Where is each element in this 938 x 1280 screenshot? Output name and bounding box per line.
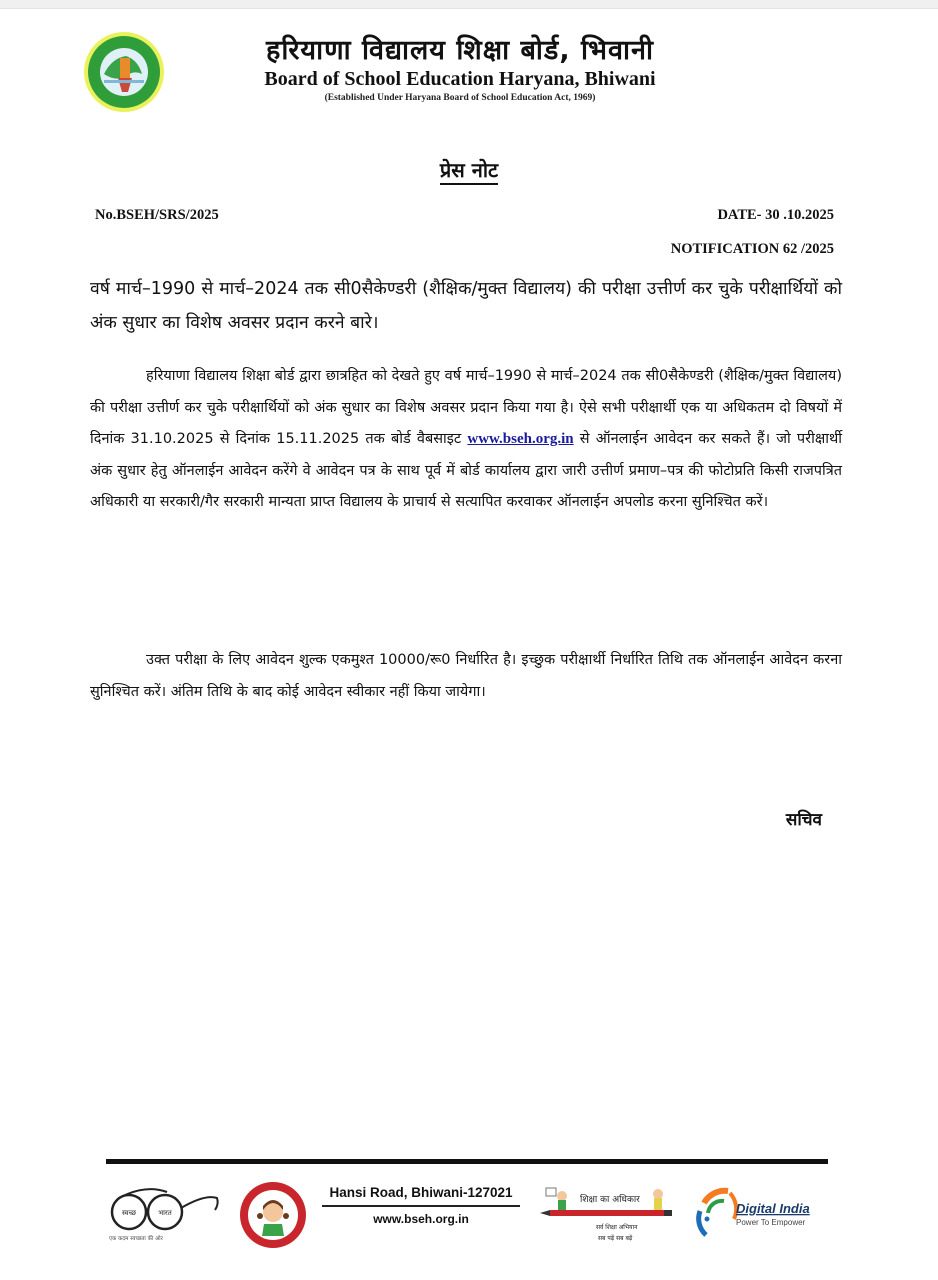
swachh-bharat-icon xyxy=(105,1182,225,1246)
org-name-english: Board of School Education Haryana, Bhiwani xyxy=(264,68,656,90)
paragraph-1-text-a: हरियाणा विद्यालय शिक्षा बोर्ड द्वारा छात्रहित को देखते हुए वर्ष मार्च–1990 से मार्च–2024 तक सी0सैकेण्डरी (शैक्षिक/मुक्त विद्यालय) की परीक्षा उत्तीर्ण कर चुके परीक्षार्थियों को अंक सुधार का विशेष अवसर प्रदान किया गया है। ऐसे सभी परीक्षार्थी एक या अधिकतम दो विषयों में दिनांक 31.10.2025 से दिनांक 15.11.2025 तक बोर्ड वैबसाइट xyxy=(90,368,842,448)
org-name-hindi: हरियाणा विद्यालय शिक्षा बोर्ड, भिवानी xyxy=(266,35,654,66)
establishment-note: (Established Under Haryana Board of School Education Act, 1969) xyxy=(324,93,596,103)
website-link[interactable]: www.bseh.org.in xyxy=(467,431,574,448)
subject-line: वर्ष मार्च–1990 से मार्च–2024 तक सी0सैकेण्डरी (शैक्षिक/मुक्त विद्यालय) की परीक्षा उत्तीर्ण कर चुके परीक्षार्थियों को अंक सुधार का विशेष अवसर प्रदान करने बारे। xyxy=(90,279,842,333)
signatory: सचिव xyxy=(785,810,822,830)
footer-address xyxy=(322,1185,520,1226)
reference-number: No.BSEH/SRS/2025 xyxy=(95,207,219,223)
notification-number: NOTIFICATION 62 /2025 xyxy=(670,241,834,257)
svg-text:Digital India: Digital India xyxy=(736,1201,810,1216)
paragraph-1 xyxy=(90,361,842,519)
page-title xyxy=(0,156,938,183)
paragraph-1-text-b: से ऑनलाईन आवेदन कर सकते हैं। जो परीक्षार्थी अंक सुधार हेतु ऑनलाईन आवेदन करेंगे वे आवेदन पत्र के साथ पूर्व में बोर्ड कार्यालय द्वारा जारी उत्तीर्ण प्रमाण–पत्र की फोटोप्रति किसी राजपत्रित अधिकारी या सरकारी/गैर सरकारी मान्यता प्राप्त विद्यालय के प्राचार्य से सत्यापित करवाकर ऑनलाईन अपलोड करना सुनिश्चित करें। xyxy=(90,431,843,511)
svg-text:Power To Empower: Power To Empower xyxy=(736,1218,806,1227)
document-date: DATE- 30 .10.2025 xyxy=(717,207,834,223)
address-text: Hansi Road, Bhiwani-127021 xyxy=(322,1185,520,1207)
svg-text:भारत: भारत xyxy=(158,1209,172,1217)
svg-text:शिक्षा का अधिकार: शिक्षा का अधिकार xyxy=(580,1195,640,1205)
svg-text:एक कदम स्वच्छता की ओर: एक कदम स्वच्छता की ओर xyxy=(109,1236,163,1242)
shiksha-ka-adhikar-icon xyxy=(540,1182,680,1248)
svg-text:सब पढ़ें सब बढ़ें: सब पढ़ें सब बढ़ें xyxy=(598,1235,633,1242)
footer-divider xyxy=(106,1159,828,1164)
top-bar xyxy=(0,0,938,9)
beti-bachao-icon xyxy=(238,1180,308,1250)
press-note-title: प्रेस नोट xyxy=(440,158,498,185)
svg-text:स्वच्छ: स्वच्छ xyxy=(121,1209,137,1217)
svg-text:सर्व शिक्षा अभियान: सर्व शिक्षा अभियान xyxy=(596,1224,638,1231)
digital-india-icon xyxy=(694,1185,824,1241)
paragraph-2: उक्त परीक्षा के लिए आवेदन शुल्क एकमुश्त 10000/रू0 निर्धारित है। इच्छुक परीक्षार्थी निर्धारित तिथि तक ऑनलाईन आवेदन करना सुनिश्चित करें। अंतिम तिथि के बाद कोई आवेदन स्वीकार नहीं किया जायेगा। xyxy=(90,652,842,700)
bseh-emblem-icon xyxy=(82,30,166,114)
footer-website[interactable]: www.bseh.org.in xyxy=(373,1212,469,1226)
